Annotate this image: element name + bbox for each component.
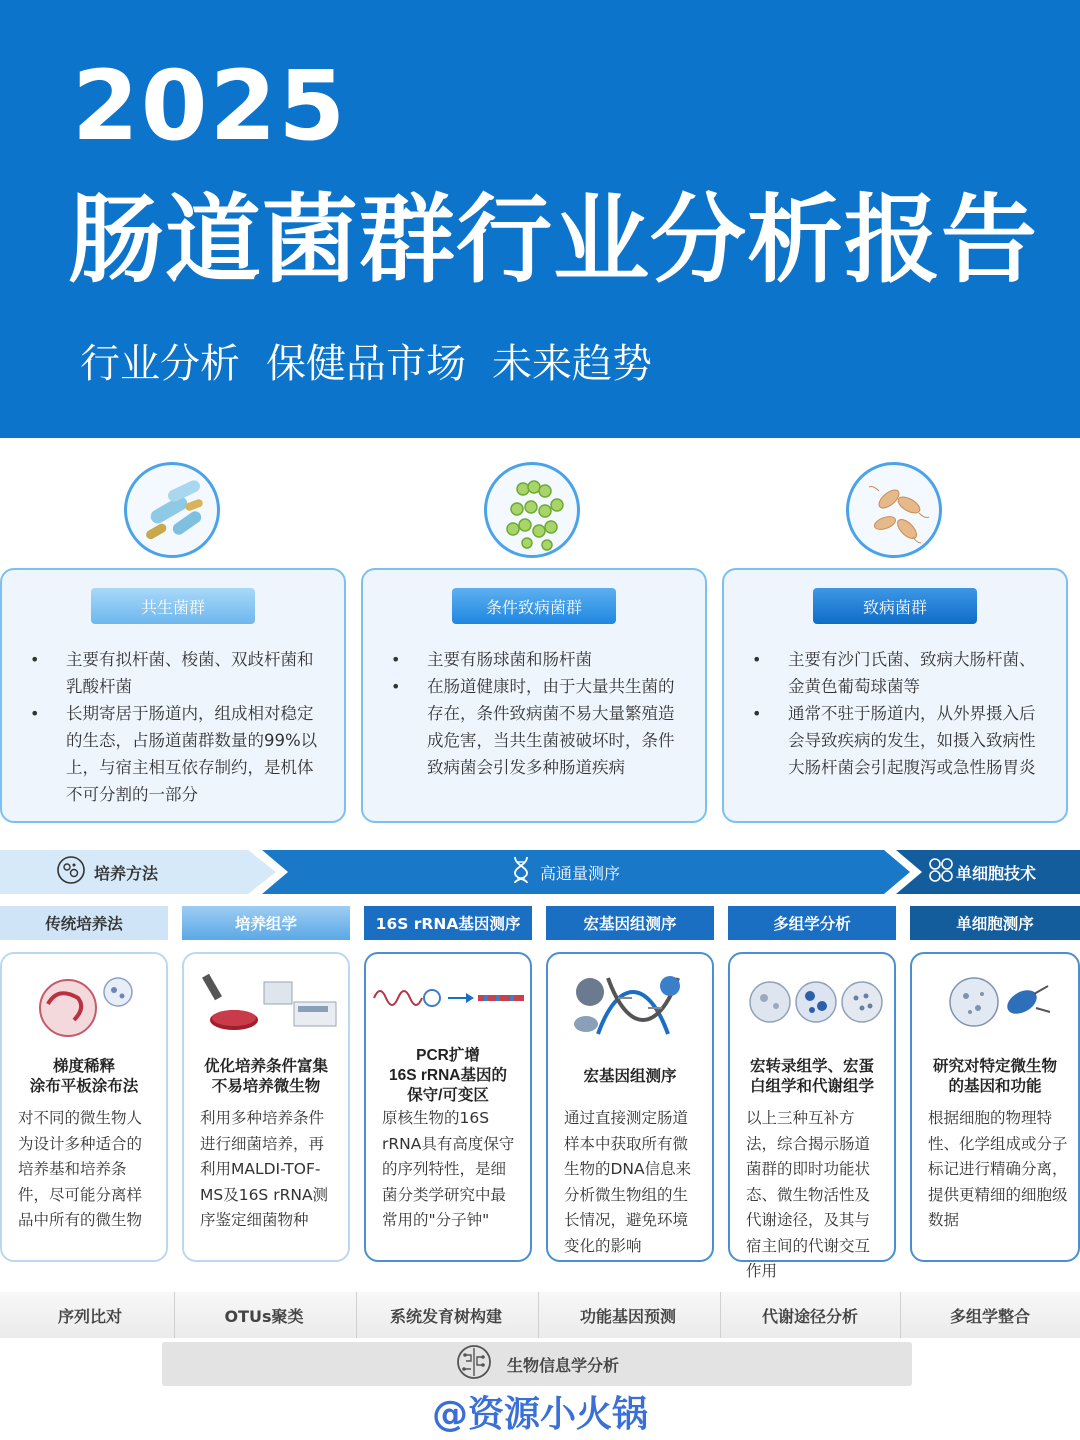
agar-plate-icon xyxy=(2,968,166,1040)
pipeline-step: 系统发育树构建 xyxy=(389,1306,502,1326)
tech-description: 通过直接测定肠道样本中获取所有微生物的DNA信息来分析微生物组的生长情况，避免环境变化的影响 xyxy=(564,1109,692,1255)
pathogen-bacteria-icon xyxy=(846,462,942,558)
bacteria-points xyxy=(26,646,322,808)
tech-description: 利用多种培养条件进行细菌培养，再利用MALDI-TOF-MS及16S rRNA测序鉴定细菌物种 xyxy=(200,1109,329,1229)
tech-name: PCR扩增 16S rRNA基因的 保守/可变区 xyxy=(389,1047,507,1104)
report-year: 2025 xyxy=(72,50,348,162)
tech-card-metagenomics xyxy=(546,952,714,1262)
bacteria-card-pathogenic xyxy=(722,568,1068,823)
analysis-pipeline xyxy=(0,1292,1080,1338)
report-title: 肠道菌群行业分析报告 xyxy=(68,184,1038,296)
tech-card-multiomics xyxy=(728,952,896,1280)
microscopy-cells-icon xyxy=(730,968,894,1040)
tech-header-culturomics: 培养组学 xyxy=(182,906,350,940)
bacteria-card-commensal xyxy=(0,568,346,823)
tech-header-traditional: 传统培养法 xyxy=(0,906,168,940)
lab-equipment-icon xyxy=(184,968,348,1040)
pipeline-step: 代谢途径分析 xyxy=(761,1306,858,1326)
tech-card-single-cell xyxy=(910,952,1080,1262)
bacteria-point: • 主要有沙门氏菌、致病大肠杆菌、金黄色葡萄球菌等 xyxy=(748,646,1044,700)
bacteria-points xyxy=(387,646,683,781)
bacteria-card-opportunistic xyxy=(361,568,707,823)
bacteria-point: • 主要有拟杆菌、梭菌、双歧杆菌和乳酸杆菌 xyxy=(26,646,322,700)
coccus-chain-icon xyxy=(484,462,580,558)
tech-card-culturomics xyxy=(182,952,350,1262)
band-label: 单细胞技术 xyxy=(956,863,1037,883)
tech-description: 对不同的微生物人为设计多种适合的培养基和培养条件，尽可能分离样品中所有的微生物 xyxy=(18,1109,143,1229)
tech-name: 优化培养条件富集 不易培养微生物 xyxy=(203,1057,328,1095)
band-label: 高通量测序 xyxy=(540,863,621,883)
pcr-amplification-icon xyxy=(366,968,530,1040)
tech-header-16s: 16S rRNA基因测序 xyxy=(364,906,532,940)
tech-name: 宏基因组测序 xyxy=(583,1067,677,1085)
subtitle-item: 未来趋势 xyxy=(492,341,652,387)
watermark: @资源小火锅 xyxy=(431,1394,648,1435)
pipeline-step: 序列比对 xyxy=(57,1306,122,1326)
tech-card-16s xyxy=(364,952,532,1262)
petri-dish-icon xyxy=(56,855,86,889)
subtitle-item: 行业分析 xyxy=(80,341,240,387)
dna-helix-icon xyxy=(548,968,712,1040)
tech-description: 以上三种互补方法，综合揭示肠道菌群的即时功能状态、微生物活性及代谢途径，及其与宿主间的代谢交互作用 xyxy=(746,1109,871,1280)
dna-icon xyxy=(510,855,532,889)
tech-name: 梯度稀释 涂布平板涂布法 xyxy=(29,1057,139,1095)
subtitle-item: 保健品市场 xyxy=(266,341,466,387)
band-single-cell xyxy=(928,850,1036,894)
tech-header-metagenomics: 宏基因组测序 xyxy=(546,906,714,940)
pipeline-step: 多组学整合 xyxy=(949,1306,1030,1326)
bacteria-point: • 在肠道健康时，由于大量共生菌的存在，条件致病菌不易大量繁殖造成危害，当共生菌被破坏时，条件致病菌会引发多种肠道疾病 xyxy=(387,673,683,781)
band-culture xyxy=(56,850,158,894)
tech-card-traditional xyxy=(0,952,168,1262)
pipeline-step: OTUs聚类 xyxy=(224,1306,304,1326)
bacteria-point: • 主要有肠球菌和肠杆菌 xyxy=(387,646,683,673)
tech-header-multiomics: 多组学分析 xyxy=(728,906,896,940)
tech-description: 原核生物的16S rRNA具有高度保守的序列特性，是细菌分类学研究中最常用的"分子钟" xyxy=(382,1109,515,1229)
tech-header-single-cell: 单细胞测序 xyxy=(910,906,1080,940)
bacteria-name-badge: 致病菌群 xyxy=(813,588,977,624)
bacteria-name-badge: 共生菌群 xyxy=(91,588,255,624)
cells-icon xyxy=(928,855,954,889)
circuit-brain-icon xyxy=(455,1343,493,1385)
band-label: 培养方法 xyxy=(94,863,159,883)
single-cell-icon xyxy=(912,968,1078,1040)
report-subtitles xyxy=(80,341,652,387)
pipeline-step: 功能基因预测 xyxy=(579,1306,676,1326)
bacteria-point: • 通常不驻于肠道内，从外界摄入后会导致疾病的发生，如摄入致病性大肠杆菌会引起腹泻或急性肠胃炎 xyxy=(748,700,1044,781)
bioinformatics-bar xyxy=(162,1342,912,1386)
report-header xyxy=(0,0,1080,438)
tech-description: 根据细胞的物理特性、化学组成或分子标记进行精确分离，提供更精细的细胞级数据 xyxy=(928,1109,1068,1229)
bacteria-name-badge: 条件致病菌群 xyxy=(452,588,616,624)
tech-name: 研究对特定微生物 的基因和功能 xyxy=(932,1057,1057,1095)
rod-bacteria-icon xyxy=(124,462,220,558)
band-sequencing xyxy=(510,850,620,894)
bacteria-points xyxy=(748,646,1044,781)
bioinformatics-label: 生物信息学分析 xyxy=(506,1355,619,1375)
bacteria-point: • 长期寄居于肠道内，组成相对稳定的生态，占肠道菌群数量的99%以上，与宿主相互依存制约，是机体不可分割的一部分 xyxy=(26,700,322,808)
tech-name: 宏转录组学、宏蛋 白组学和代谢组学 xyxy=(749,1057,874,1095)
